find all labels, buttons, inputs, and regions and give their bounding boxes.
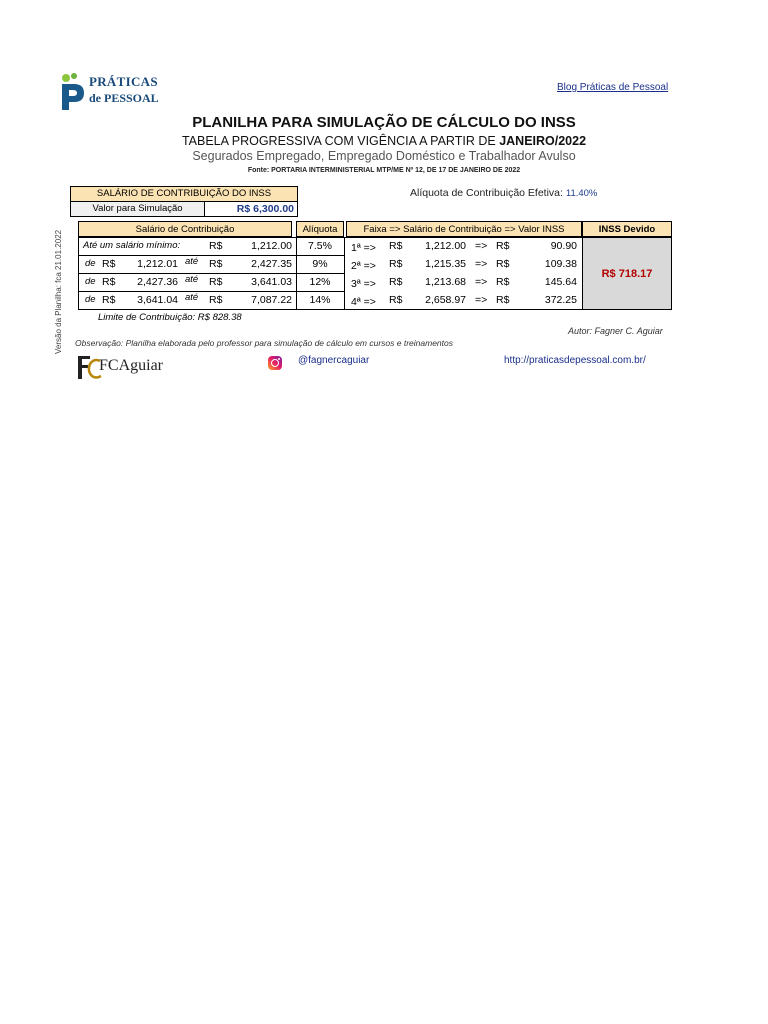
logo-text-de-pessoal: de PESSOAL <box>89 91 159 105</box>
subtitle-vigencia-text: TABELA PROGRESSIVA COM VIGÊNCIA A PARTIR DE <box>181 134 500 148</box>
faixa2-inss-currency: R$ <box>496 258 510 270</box>
faixa1-currency: R$ <box>389 240 403 252</box>
faixa2-arrow: => <box>475 258 488 270</box>
faixa3-value: 1,213.68 <box>425 276 466 288</box>
faixa4-arrow: => <box>475 294 488 306</box>
faixa2-inss: 109.38 <box>544 258 577 270</box>
faixa1-inss-currency: R$ <box>496 240 510 252</box>
faixa4-inss: 372.25 <box>544 294 577 306</box>
faixa1-inss: 90.90 <box>550 240 577 252</box>
row3-from-currency: R$ <box>102 276 116 288</box>
faixa4-value: 2,658.97 <box>425 294 466 306</box>
observacao-text: Planilha elaborada pelo professor para simulação de cálculo em cursos e treinamentos <box>123 338 453 348</box>
header-faixa: Faixa => Salário de Contribuição => Valor INSS <box>346 221 582 237</box>
instagram-icon[interactable] <box>268 356 282 370</box>
row1-prefix: Até um salário mínimo: <box>83 240 181 251</box>
aliquota-efetiva <box>410 187 597 199</box>
observacao <box>75 338 453 348</box>
row4-ate: até <box>185 292 199 303</box>
row3-from: 2,427.36 <box>137 276 178 288</box>
row3-to-currency: R$ <box>209 276 223 288</box>
row1-to-currency: R$ <box>209 240 223 252</box>
logo-text-praticas: PRÁTICAS <box>89 74 158 89</box>
faixa2-value: 1,215.35 <box>425 258 466 270</box>
website-link[interactable]: http://praticasdepessoal.com.br/ <box>504 355 646 366</box>
aliquota-efetiva-value: 11.40% <box>565 188 598 199</box>
contribution-row <box>70 202 298 217</box>
versao-planilha: Versão da Planilha: fca 21.01.2022 <box>54 229 63 354</box>
row4-aliquota: 14% <box>309 294 331 306</box>
faixa3-inss-currency: R$ <box>496 276 510 288</box>
praticas-de-pessoal-logo <box>56 72 166 114</box>
contribution-header: SALÁRIO DE CONTRIBUIÇÃO DO INSS <box>70 186 298 202</box>
row4-from-currency: R$ <box>102 294 116 306</box>
fca-logo-text: FCAguiar <box>99 357 163 374</box>
instagram-dot-icon <box>278 358 280 360</box>
row4-prefix: de <box>85 294 96 305</box>
header-inss-devido: INSS Devido <box>582 221 672 237</box>
row2-prefix: de <box>85 258 96 269</box>
faixa3-label: 3ª => <box>351 278 376 290</box>
subtitle-vigencia-date: JANEIRO/2022 <box>499 134 587 148</box>
row1-aliquota: 7.5% <box>308 240 332 252</box>
row2-from: 1,212.01 <box>137 258 178 270</box>
faixa1-label: 1ª => <box>351 242 376 254</box>
faixa4-currency: R$ <box>389 294 403 306</box>
row4-from: 3,641.04 <box>137 294 178 306</box>
page-title: PLANILHA PARA SIMULAÇÃO DE CÁLCULO DO INSS <box>192 114 576 131</box>
fca-aguiar-logo <box>74 352 163 382</box>
row2-to: 2,427.35 <box>251 258 292 270</box>
faixa3-inss: 145.64 <box>544 276 577 288</box>
header-aliquota: Alíquota <box>296 221 344 237</box>
row3-prefix: de <box>85 276 96 287</box>
faixa2-label: 2ª => <box>351 260 376 272</box>
row2-to-currency: R$ <box>209 258 223 270</box>
fonte-portaria: Fonte: PORTARIA INTERMINISTERIAL MTP/ME Nº 12, DE 17 DE JANEIRO DE 2022 <box>247 167 521 174</box>
instagram-lens-icon <box>271 359 279 367</box>
limite-contribuicao: Limite de Contribuição: R$ 828.38 <box>98 312 242 323</box>
logo-p-icon <box>56 72 88 112</box>
faixa1-arrow: => <box>475 240 488 252</box>
row4-to-currency: R$ <box>209 294 223 306</box>
autor: Autor: Fagner C. Aguiar <box>568 326 663 336</box>
subtitle-vigencia <box>0 134 768 148</box>
observacao-label: Observação: <box>75 338 124 348</box>
row4-to: 7,087.22 <box>251 294 292 306</box>
instagram-handle-link[interactable]: @fagnercaguiar <box>298 355 370 366</box>
header-salario: Salário de Contribuição <box>78 221 292 237</box>
row3-aliquota: 12% <box>309 276 331 288</box>
aliquota-efetiva-label: Alíquota de Contribuição Efetiva: <box>410 187 563 199</box>
faixa1-value: 1,212.00 <box>425 240 466 252</box>
inss-devido-value: R$ 718.17 <box>582 237 672 310</box>
row3-to: 3,641.03 <box>251 276 292 288</box>
row3-ate: até <box>185 274 199 285</box>
faixa2-currency: R$ <box>389 258 403 270</box>
row1-to: 1,212.00 <box>251 240 292 252</box>
faixa4-inss-currency: R$ <box>496 294 510 306</box>
simulation-value-input[interactable]: R$ 6,300.00 <box>236 203 294 215</box>
row2-from-currency: R$ <box>102 258 116 270</box>
faixa3-arrow: => <box>475 276 488 288</box>
blog-link[interactable]: Blog Práticas de Pessoal <box>557 82 669 93</box>
faixa4-label: 4ª => <box>351 296 376 308</box>
contribution-box <box>70 186 298 217</box>
simulation-label: Valor para Simulação <box>71 202 205 216</box>
faixa3-currency: R$ <box>389 276 403 288</box>
row2-ate: até <box>185 256 199 267</box>
subtitle-segurados: Segurados Empregado, Empregado Doméstico e Trabalhador Avulso <box>192 149 576 163</box>
row2-aliquota: 9% <box>312 258 328 270</box>
